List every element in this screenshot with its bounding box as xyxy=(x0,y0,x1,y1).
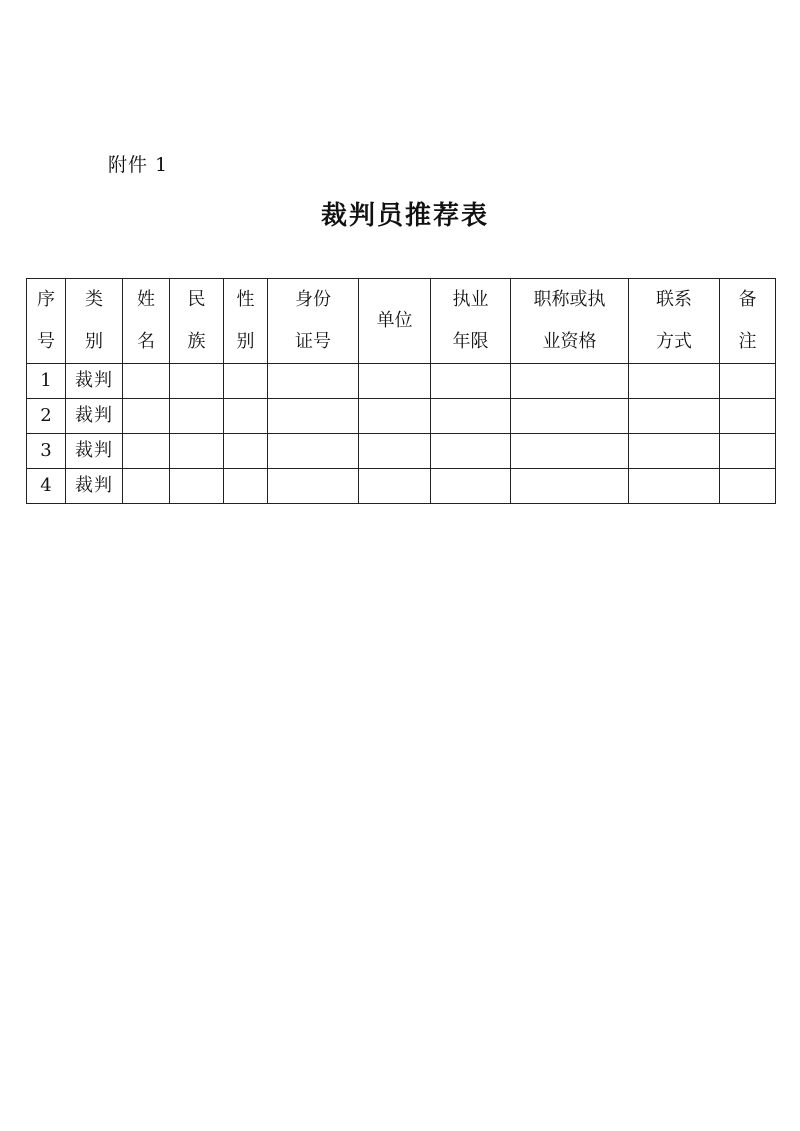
cell-serial-no: 2 xyxy=(27,399,66,434)
cell-contact[interactable] xyxy=(629,399,720,434)
cell-serial-no: 1 xyxy=(27,364,66,399)
header-organization: 单位 xyxy=(359,279,431,364)
cell-title-or-qualification[interactable] xyxy=(511,434,629,469)
cell-title-or-qualification[interactable] xyxy=(511,399,629,434)
cell-id-number[interactable] xyxy=(268,399,359,434)
cell-organization[interactable] xyxy=(359,469,431,504)
cell-gender[interactable] xyxy=(224,399,268,434)
cell-id-number[interactable] xyxy=(268,364,359,399)
header-ethnicity: 民 族 xyxy=(170,279,224,364)
cell-remarks[interactable] xyxy=(720,434,776,469)
cell-name[interactable] xyxy=(123,399,170,434)
table-row xyxy=(27,399,776,434)
cell-organization[interactable] xyxy=(359,364,431,399)
cell-remarks[interactable] xyxy=(720,399,776,434)
table-header-row xyxy=(27,279,776,364)
header-years-of-practice: 执业 年限 xyxy=(431,279,511,364)
header-contact: 联系 方式 xyxy=(629,279,720,364)
cell-name[interactable] xyxy=(123,469,170,504)
header-remarks: 备 注 xyxy=(720,279,776,364)
cell-category: 裁判 xyxy=(66,364,123,399)
cell-contact[interactable] xyxy=(629,434,720,469)
header-gender: 性 别 xyxy=(224,279,268,364)
cell-remarks[interactable] xyxy=(720,469,776,504)
cell-name[interactable] xyxy=(123,434,170,469)
table-row xyxy=(27,434,776,469)
cell-years-of-practice[interactable] xyxy=(431,399,511,434)
attachment-label: 附件 1 xyxy=(108,154,169,176)
cell-years-of-practice[interactable] xyxy=(431,364,511,399)
header-title-or-qualification: 职称或执 业资格 xyxy=(511,279,629,364)
cell-gender[interactable] xyxy=(224,434,268,469)
cell-gender[interactable] xyxy=(224,364,268,399)
table-row xyxy=(27,364,776,399)
cell-id-number[interactable] xyxy=(268,469,359,504)
cell-category: 裁判 xyxy=(66,399,123,434)
cell-contact[interactable] xyxy=(629,364,720,399)
cell-ethnicity[interactable] xyxy=(170,434,224,469)
cell-contact[interactable] xyxy=(629,469,720,504)
cell-ethnicity[interactable] xyxy=(170,364,224,399)
cell-id-number[interactable] xyxy=(268,434,359,469)
page-title: 裁判员推荐表 xyxy=(320,201,489,231)
cell-years-of-practice[interactable] xyxy=(431,469,511,504)
header-name: 姓 名 xyxy=(123,279,170,364)
header-category: 类 别 xyxy=(66,279,123,364)
header-id-number: 身份 证号 xyxy=(268,279,359,364)
table-row xyxy=(27,469,776,504)
header-serial-no: 序 号 xyxy=(27,279,66,364)
referee-recommendation-table xyxy=(26,278,776,504)
cell-category: 裁判 xyxy=(66,434,123,469)
cell-organization[interactable] xyxy=(359,399,431,434)
cell-organization[interactable] xyxy=(359,434,431,469)
cell-remarks[interactable] xyxy=(720,364,776,399)
cell-years-of-practice[interactable] xyxy=(431,434,511,469)
cell-category: 裁判 xyxy=(66,469,123,504)
cell-serial-no: 3 xyxy=(27,434,66,469)
cell-gender[interactable] xyxy=(224,469,268,504)
cell-name[interactable] xyxy=(123,364,170,399)
cell-ethnicity[interactable] xyxy=(170,469,224,504)
cell-title-or-qualification[interactable] xyxy=(511,364,629,399)
cell-serial-no: 4 xyxy=(27,469,66,504)
cell-ethnicity[interactable] xyxy=(170,399,224,434)
cell-title-or-qualification[interactable] xyxy=(511,469,629,504)
